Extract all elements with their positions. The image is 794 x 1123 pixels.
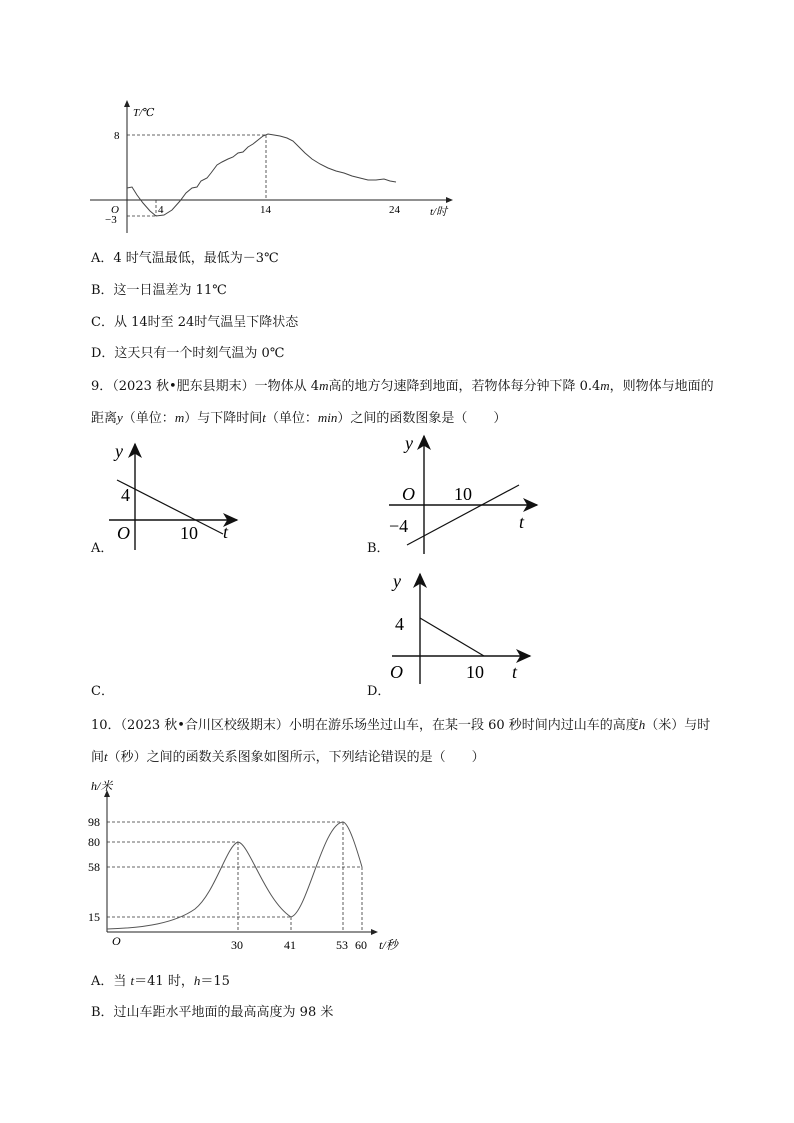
q9-option-c: C．: [91, 684, 114, 699]
svg-text:4: 4: [121, 485, 130, 505]
x-tick-4: 4: [158, 204, 164, 216]
q9-option-a: A．: [91, 541, 114, 556]
svg-text:30: 30: [231, 938, 243, 952]
q9-option-b: B．: [367, 541, 390, 556]
q10-option-a: A．当 t＝41 时，h＝15: [91, 973, 230, 989]
x-tick-14: 14: [260, 204, 271, 216]
y-tick-high: 8: [114, 130, 120, 142]
q9-option-d: D．: [367, 684, 391, 699]
svg-text:58: 58: [88, 860, 100, 874]
svg-text:41: 41: [284, 938, 296, 952]
q9-stem-line2: 距离y（单位：m）与下降时间t（单位：min）之间的函数图象是（ ）: [91, 410, 507, 426]
svg-text:53: 53: [336, 938, 348, 952]
height-curve: [107, 822, 362, 929]
svg-text:60: 60: [355, 938, 367, 952]
roller-coaster-chart: [85, 775, 430, 960]
svg-text:15: 15: [88, 910, 100, 924]
svg-text:t/秒: t/秒: [379, 938, 398, 952]
svg-text:y: y: [393, 571, 401, 591]
svg-text:y: y: [405, 433, 413, 453]
svg-text:y: y: [115, 441, 123, 461]
temperature-chart: [80, 95, 460, 240]
svg-text:10: 10: [454, 484, 472, 504]
svg-text:O: O: [390, 662, 403, 682]
svg-text:t: t: [223, 522, 229, 542]
svg-text:t: t: [512, 662, 518, 682]
x-axis-label: t/时: [430, 206, 448, 218]
q8-option-a: A．4 时气温最低，最低为－3℃: [91, 251, 279, 266]
svg-text:t: t: [519, 512, 525, 532]
x-tick-24: 24: [389, 204, 400, 216]
svg-text:O: O: [112, 934, 121, 948]
q8-option-c: C．从 14时至 24时气温呈下降状态: [91, 315, 299, 330]
svg-text:98: 98: [88, 815, 100, 829]
q8-option-d: D．这天只有一个时刻气温为 0℃: [91, 346, 285, 361]
origin-label: O: [111, 204, 119, 216]
q10-stem-line2: 间t（秒）之间的函数关系图象如图所示，下列结论错误的是（ ）: [91, 749, 485, 765]
y-tick-low: −3: [105, 214, 117, 226]
svg-text:O: O: [402, 484, 415, 504]
svg-text:80: 80: [88, 835, 100, 849]
q10-stem-line1: 10．（2023 秋•合川区校级期末）小明在游乐场坐过山车，在某一段 60 秒时间内过山车的高度h（米）与时: [91, 717, 711, 733]
svg-text:10: 10: [180, 523, 198, 543]
q10-option-b: B．过山车距水平地面的最高高度为 98 米: [91, 1005, 334, 1020]
svg-text:10: 10: [466, 662, 484, 682]
svg-text:−4: −4: [389, 516, 409, 536]
q9-graph-d: [388, 570, 538, 685]
q9-graph-b: [385, 432, 545, 557]
q8-option-b: B．这一日温差为 11℃: [91, 283, 227, 298]
q9-stem-line1: 9．（2023 秋•肥东县期末）一物体从 4m高的地方匀速降到地面，若物体每分钟下降 0.4m，则物体与地面的: [91, 378, 714, 394]
svg-text:h/米: h/米: [91, 779, 113, 793]
q9-graph-a: [105, 440, 245, 550]
svg-text:4: 4: [395, 614, 404, 634]
svg-text:O: O: [117, 523, 130, 543]
y-axis-label: T/℃: [133, 107, 155, 119]
